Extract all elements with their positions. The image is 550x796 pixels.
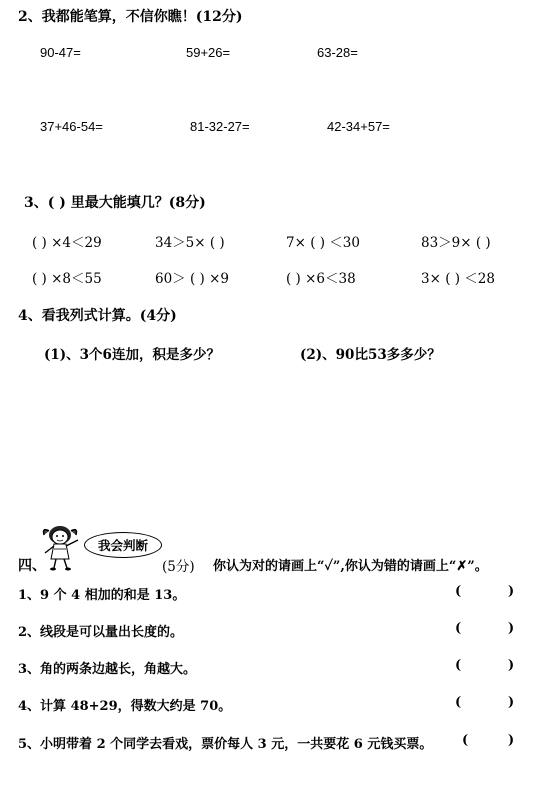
answer-paren-open: ( xyxy=(455,695,462,710)
fill-item: ( ) ×4＜29 xyxy=(32,235,102,251)
answer-paren-open: ( xyxy=(462,733,469,748)
section-5-prefix: 四、 xyxy=(18,558,46,574)
calc-item: 42-34+57= xyxy=(327,119,390,134)
judge-item: 4、计算 48+29，得数大约是 70。 xyxy=(18,699,232,714)
fill-item: 3× ( ) ＜28 xyxy=(421,271,495,287)
section-5-score: (5分) xyxy=(162,559,195,575)
section-2-title: 2、我都能笔算，不信你瞧！(12分) xyxy=(18,9,243,25)
answer-paren-open: ( xyxy=(455,584,462,599)
fill-item: 60＞ ( ) ×9 xyxy=(155,271,229,287)
word-problem: (1)、3个6连加，积是多少？ xyxy=(44,347,220,363)
calc-item: 37+46-54= xyxy=(40,119,103,134)
fill-item: ( ) ×8＜55 xyxy=(32,271,102,287)
judge-badge: 我会判断 xyxy=(84,532,162,558)
fill-item: 7× ( ) ＜30 xyxy=(286,235,360,251)
calc-item: 63-28= xyxy=(317,45,358,60)
judge-item: 2、线段是可以量出长度的。 xyxy=(18,625,184,640)
answer-paren-close: ) xyxy=(508,733,515,748)
answer-paren-open: ( xyxy=(455,621,462,636)
judge-item: 3、角的两条边越长，角越大。 xyxy=(18,662,197,677)
calc-item: 59+26= xyxy=(186,45,231,60)
answer-paren-close: ) xyxy=(508,621,515,636)
calc-item: 90-47= xyxy=(40,45,81,60)
section-5-instruction: 你认为对的请画上“✓”,你认为错的请画上“✗”。 xyxy=(213,559,488,574)
section-3-title: 3、( ) 里最大能填几？(8分) xyxy=(24,195,206,211)
answer-paren-close: ) xyxy=(508,584,515,599)
cartoon-girl-icon xyxy=(36,523,86,571)
word-problem: (2)、90比53多多少？ xyxy=(300,347,441,363)
fill-item: ( ) ×6＜38 xyxy=(286,271,356,287)
judge-item: 5、小明带着 2 个同学去看戏，票价每人 3 元，一共要花 6 元钱买票。 xyxy=(18,737,433,752)
section-4-title: 4、看我列式计算。(4分) xyxy=(18,308,177,324)
answer-paren-close: ) xyxy=(508,695,515,710)
fill-item: 83＞9× ( ) xyxy=(421,235,491,251)
fill-item: 34＞5× ( ) xyxy=(155,235,225,251)
judge-item: 1、9 个 4 相加的和是 13。 xyxy=(18,588,186,603)
calc-item: 81-32-27= xyxy=(190,119,250,134)
answer-paren-close: ) xyxy=(508,658,515,673)
answer-paren-open: ( xyxy=(455,658,462,673)
